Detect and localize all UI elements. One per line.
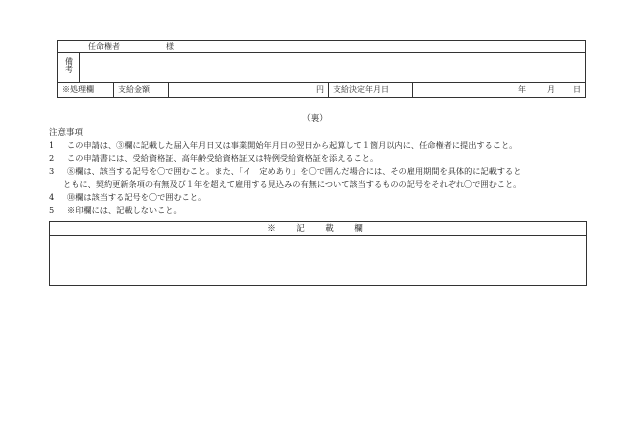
shori-row [58,83,585,97]
shikyu-kingaku-field[interactable] [169,83,327,97]
appointer-row [58,41,585,53]
appointer-label: 任命権者 [88,42,120,51]
note-item: 3 ⑧欄は、該当する記号を〇で囲むこと。また、「イ 定めあり」を〇で囲んだ場合には、その雇用期間を具体的に記載すると [49,166,522,176]
note-item: 2 この申請書には、受給資格証、高年齢受給資格証又は特例受給資格証を添えること。 [49,153,379,163]
notes-title: 注意事項 [49,128,84,138]
shikyu-kettei-field[interactable] [413,83,585,97]
ura-title: （裏） [302,114,328,124]
bikou-field[interactable] [80,53,585,82]
note-item: 4 ⑩欄は該当する記号を〇で囲むこと。 [49,192,207,202]
note-item: 1 この申請は、③欄に記載した届入年月日又は事業開始年月日の翌日から起算して１箇月以内に、任命権者に提出すること。 [49,140,518,150]
yen-label: 円 [316,85,324,94]
shori-label: ※処理欄 [62,85,94,94]
note-item-continuation: ともに、契約更新条項の有無及び１年を超えて雇用する見込みの有無について該当するものの記号をそれぞれ〇で囲むこと。 [63,179,522,189]
notes-list [49,139,521,217]
bikou-label: 備考 [58,53,80,82]
shikyu-kettei-label: 支給決定年月日 [333,85,389,94]
kisai-field[interactable] [50,236,586,285]
note-item: 5 ※印欄には、記載しないこと。 [49,205,182,215]
tsuki-label: 月 [547,85,555,94]
bikou-row [58,53,585,83]
form-table [57,40,586,98]
shikyu-kingaku-label: 支給金額 [118,85,150,94]
hi-label: 日 [573,85,581,94]
kisai-box [49,221,587,286]
sama-label: 様 [166,42,174,51]
kisai-title: ※ 記 載 欄 [50,222,586,236]
nen-label: 年 [518,85,526,94]
